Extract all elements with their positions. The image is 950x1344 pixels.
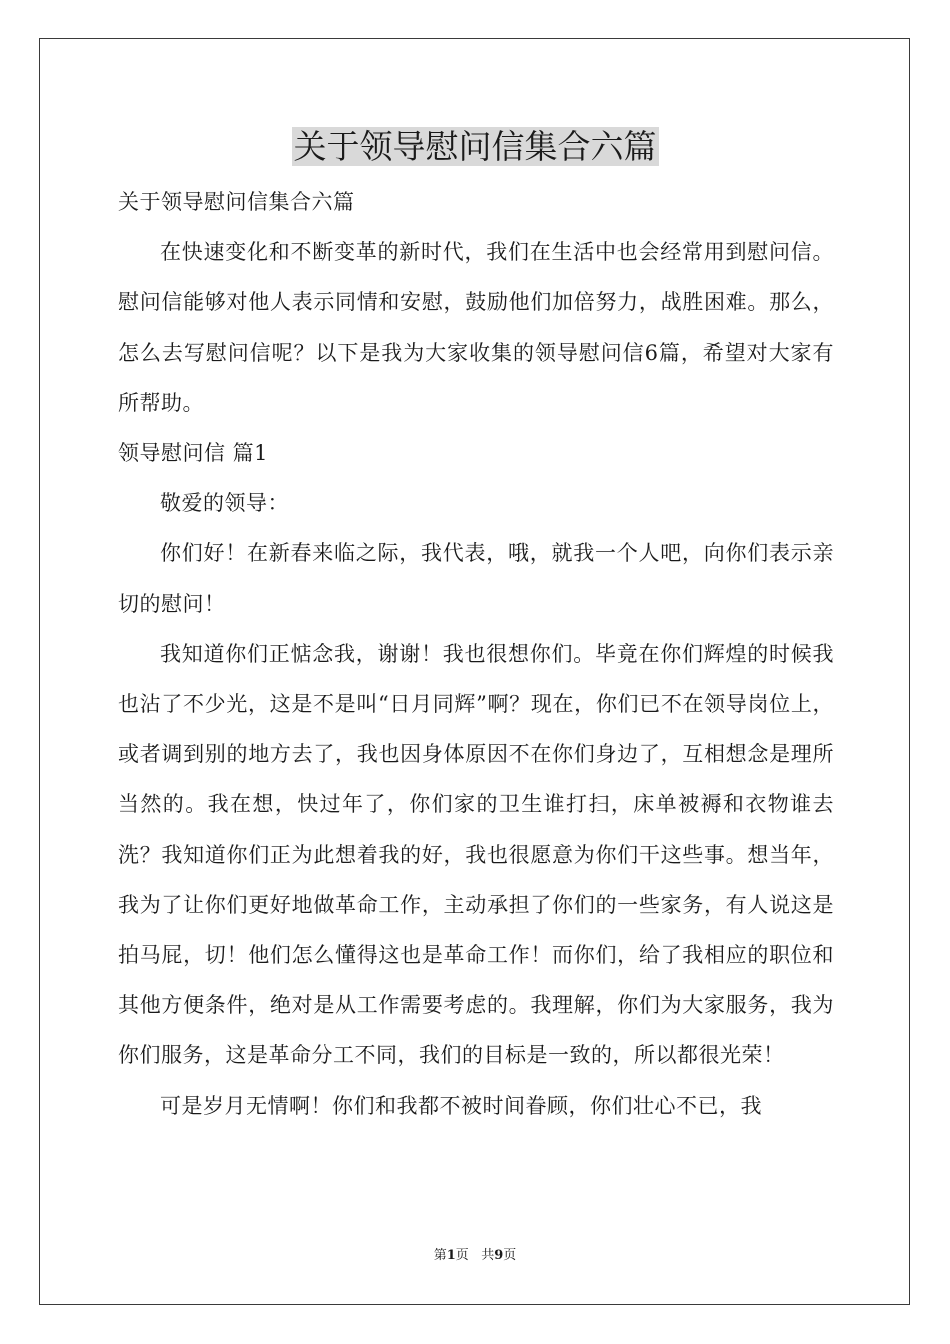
page-number: 1	[446, 1248, 456, 1263]
intro-paragraph: 在快速变化和不断变革的新时代，我们在生活中也会经常用到慰问信。慰问信能够对他人表示同情和安慰，鼓励他们加倍努力，战胜困难。那么，怎么去写慰问信呢？以下是我为大家收集的领导慰问信6篇，希望对大家有所帮助。	[118, 240, 834, 415]
document-body	[118, 177, 834, 1131]
letter-paragraph: 可是岁月无情啊！你们和我都不被时间眷顾，你们壮心不已，我	[160, 1093, 762, 1118]
page-suffix: 页	[455, 1248, 469, 1263]
letter-paragraph: 我知道你们正惦念我，谢谢！我也很想你们。毕竟在你们辉煌的时候我也沾了不少光，这是不是叫“日月同辉”啊？现在，你们已不在领导岗位上，或者调到别的地方去了，我也因身体原因不在你们身边了，互相想念是理所当然的。我在想，快过年了，你们家的卫生谁打扫，床单被褥和衣物谁去洗？我知道你们正为此想着我的好，我也很愿意为你们干这些事。想当年，我为了让你们更好地做革命工作，主动承担了你们的一些家务，有人说这是拍马屁，切！他们怎么懂得这也是革命工作！而你们，给了我相应的职位和其他方便条件，绝对是从工作需要考虑的。我理解，你们为大家服务，我为你们服务，这是革命分工不同，我们的目标是一致的，所以都很光荣！	[118, 641, 834, 1068]
total-suffix: 页	[503, 1248, 517, 1263]
total-pages: 9	[494, 1248, 504, 1263]
section-heading: 领导慰问信 篇1	[118, 441, 269, 466]
document-title	[0, 126, 950, 168]
document-title-text: 关于领导慰问信集合六篇	[293, 127, 657, 166]
letter-salutation: 敬爱的领导：	[160, 491, 289, 516]
total-prefix: 共	[481, 1248, 495, 1263]
letter-paragraph: 你们好！在新春来临之际，我代表，哦，就我一个人吧，向你们表示亲切的慰问！	[118, 541, 834, 616]
page-prefix: 第	[433, 1248, 447, 1263]
document-subtitle: 关于领导慰问信集合六篇	[118, 190, 355, 214]
page-footer	[0, 1247, 950, 1265]
